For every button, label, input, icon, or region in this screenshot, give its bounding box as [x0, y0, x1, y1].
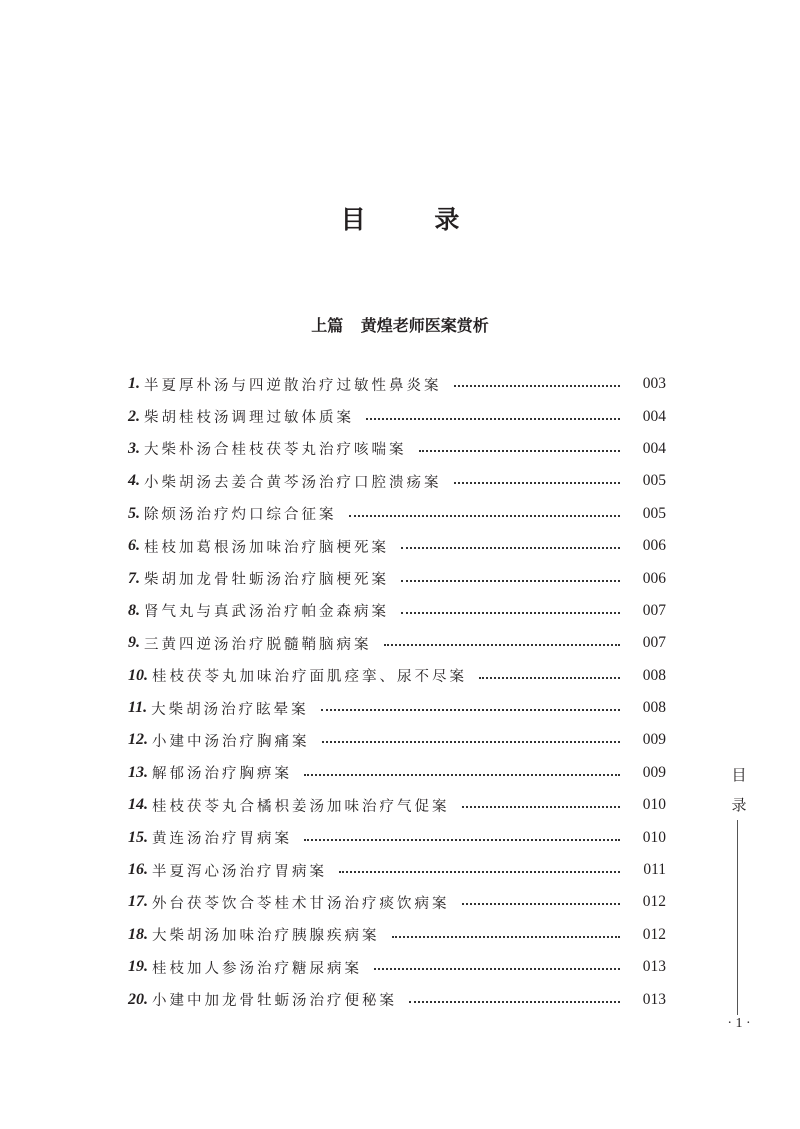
- entry-number: 8.: [128, 601, 140, 619]
- leader-dots: [479, 677, 620, 679]
- toc-entry[interactable]: [128, 368, 666, 400]
- leader-dots: [462, 903, 621, 905]
- entry-title: 桂枝茯苓丸合橘枳姜汤加味治疗气促案: [152, 798, 450, 815]
- entry-page: 008: [642, 666, 666, 684]
- leader-dots: [462, 806, 621, 808]
- entry-number: 20.: [128, 990, 148, 1008]
- page-number: · 1 ·: [727, 1016, 751, 1031]
- toc-entry[interactable]: [128, 821, 666, 853]
- toc-entry[interactable]: [128, 854, 666, 886]
- entry-title: 外台茯苓饮合苓桂术甘汤治疗痰饮病案: [152, 895, 450, 912]
- entry-page: 010: [642, 796, 666, 814]
- leader-dots: [384, 644, 621, 646]
- entry-number: 13.: [128, 763, 148, 781]
- toc-entry[interactable]: [128, 498, 666, 530]
- page-title: 目 录: [340, 205, 490, 234]
- entry-page: 013: [642, 990, 666, 1008]
- side-tab-char: 目: [731, 766, 747, 784]
- leader-dots: [409, 1001, 620, 1003]
- toc-entry[interactable]: [128, 400, 666, 432]
- entry-number: 15.: [128, 828, 148, 846]
- toc-entry[interactable]: [128, 660, 666, 692]
- leader-dots: [419, 450, 621, 452]
- entry-number: 16.: [128, 861, 148, 879]
- side-tab-char: 录: [731, 796, 747, 814]
- toc-entry[interactable]: [128, 562, 666, 594]
- entry-title: 小柴胡汤去姜合黄芩汤治疗口腔溃疡案: [144, 474, 442, 491]
- entry-title: 半夏厚朴汤与四逆散治疗过敏性鼻炎案: [144, 377, 442, 394]
- entry-number: 19.: [128, 958, 148, 976]
- entry-page: 003: [642, 375, 666, 393]
- entry-title: 桂枝加人参汤治疗糖尿病案: [152, 960, 362, 977]
- entry-page: 006: [642, 537, 666, 555]
- entry-page: 012: [642, 893, 666, 911]
- entry-title: 小建中汤治疗胸痛案: [152, 733, 310, 750]
- entry-number: 6.: [128, 537, 140, 555]
- toc-entry[interactable]: [128, 757, 666, 789]
- entry-title: 桂枝加葛根汤加味治疗脑梗死案: [144, 539, 389, 556]
- leader-dots: [454, 385, 621, 387]
- leader-dots: [366, 418, 620, 420]
- entry-number: 4.: [128, 472, 140, 490]
- entry-page: 009: [642, 731, 666, 749]
- entry-page: 008: [642, 699, 666, 717]
- entry-number: 14.: [128, 796, 148, 814]
- entry-title: 桂枝茯苓丸加味治疗面肌痉挛、尿不尽案: [152, 669, 467, 686]
- entry-title: 大柴胡汤加味治疗胰腺疾病案: [152, 928, 380, 945]
- toc-entry[interactable]: [128, 465, 666, 497]
- entry-page: 004: [642, 407, 666, 425]
- entry-page: 005: [642, 504, 666, 522]
- side-tab: [724, 760, 754, 820]
- leader-dots: [322, 741, 621, 743]
- entry-page: 011: [643, 861, 666, 879]
- entry-title: 除烦汤治疗灼口综合征案: [144, 507, 337, 524]
- entry-number: 1.: [128, 375, 140, 393]
- toc-entry[interactable]: [128, 886, 666, 918]
- entry-title: 肾气丸与真武汤治疗帕金森病案: [144, 604, 389, 621]
- toc-entry[interactable]: [128, 951, 666, 983]
- entry-page: 004: [642, 439, 666, 457]
- leader-dots: [392, 936, 621, 938]
- section-part: 上篇: [311, 316, 344, 335]
- leader-dots: [454, 482, 621, 484]
- toc-entry[interactable]: [128, 724, 666, 756]
- toc-list: [128, 368, 666, 1016]
- entry-number: 12.: [128, 731, 148, 749]
- toc-entry[interactable]: [128, 433, 666, 465]
- entry-title: 解郁汤治疗胸痹案: [152, 766, 292, 783]
- toc-entry[interactable]: [128, 627, 666, 659]
- section-heading: [0, 313, 800, 336]
- entry-title: 柴胡桂枝汤调理过敏体质案: [144, 410, 354, 427]
- entry-title: 小建中加龙骨牡蛎汤治疗便秘案: [152, 993, 397, 1010]
- entry-number: 11.: [128, 699, 148, 717]
- entry-number: 9.: [128, 634, 140, 652]
- entry-title: 黄连汤治疗胃病案: [152, 831, 292, 848]
- leader-dots: [401, 547, 620, 549]
- entry-page: 010: [642, 828, 666, 846]
- leader-dots: [401, 580, 620, 582]
- entry-page: 009: [642, 763, 666, 781]
- entry-title: 三黄四逆汤治疗脱髓鞘脑病案: [144, 636, 372, 653]
- leader-dots: [304, 839, 620, 841]
- leader-dots: [321, 709, 620, 711]
- toc-entry[interactable]: [128, 595, 666, 627]
- section-name: 黄煌老师医案赏析: [360, 316, 489, 335]
- entry-page: 013: [642, 958, 666, 976]
- entry-number: 5.: [128, 504, 140, 522]
- leader-dots: [349, 515, 621, 517]
- entry-page: 012: [642, 925, 666, 943]
- entry-number: 17.: [128, 893, 148, 911]
- leader-dots: [401, 612, 620, 614]
- entry-number: 18.: [128, 925, 148, 943]
- entry-number: 3.: [128, 439, 140, 457]
- entry-page: 007: [642, 634, 666, 652]
- entry-title: 大柴朴汤合桂枝茯苓丸治疗咳喘案: [144, 442, 407, 459]
- side-divider: [737, 820, 738, 1015]
- entry-number: 2.: [128, 407, 140, 425]
- toc-entry[interactable]: [128, 530, 666, 562]
- entry-page: 005: [642, 472, 666, 490]
- leader-dots: [304, 774, 620, 776]
- toc-entry[interactable]: [128, 692, 666, 724]
- entry-title: 柴胡加龙骨牡蛎汤治疗脑梗死案: [144, 572, 389, 589]
- leader-dots: [374, 968, 620, 970]
- entry-title: 大柴胡汤治疗眩晕案: [151, 701, 309, 718]
- entry-number: 7.: [128, 569, 140, 587]
- entry-page: 007: [642, 601, 666, 619]
- toc-entry[interactable]: [128, 789, 666, 821]
- toc-entry[interactable]: [128, 919, 666, 951]
- entry-title: 半夏泻心汤治疗胃病案: [152, 863, 327, 880]
- leader-dots: [339, 871, 620, 873]
- toc-entry[interactable]: [128, 983, 666, 1015]
- entry-number: 10.: [128, 666, 148, 684]
- entry-page: 006: [642, 569, 666, 587]
